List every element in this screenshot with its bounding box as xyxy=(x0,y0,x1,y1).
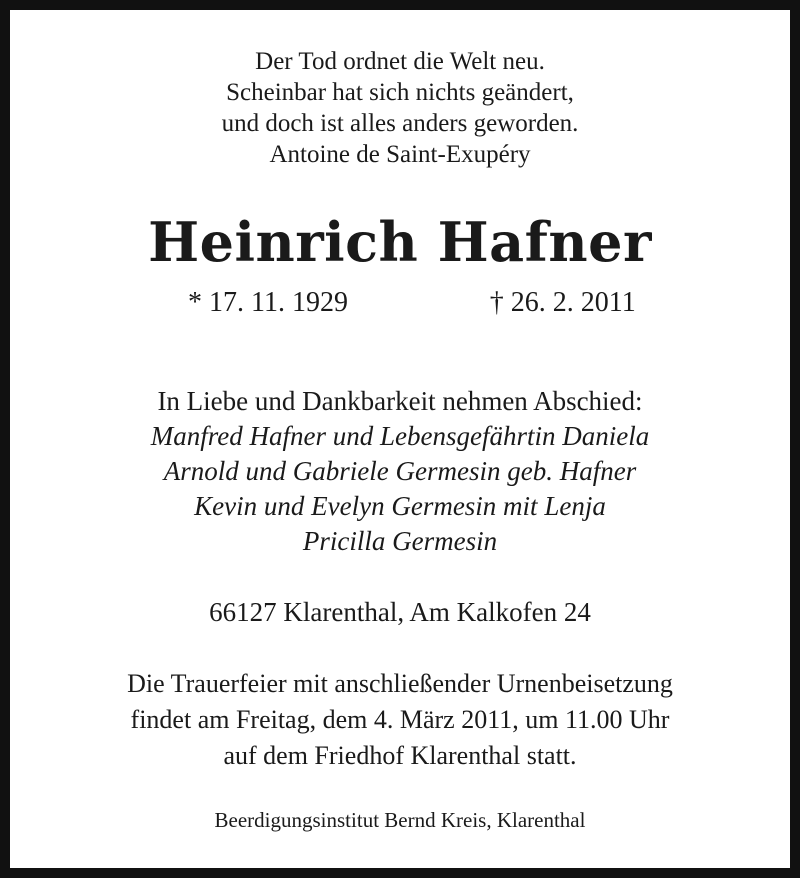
undertaker-credit: Beerdigungsinstitut Bernd Kreis, Klarenthal xyxy=(214,808,586,832)
service-line: findet am Freitag, dem 4. März 2011, um 11.00 Uhr xyxy=(130,705,670,734)
service-info xyxy=(20,666,780,774)
farewell-heading: In Liebe und Dankbarkeit nehmen Abschied: xyxy=(157,386,643,416)
mourners-list xyxy=(20,419,780,559)
quote-line: Scheinbar hat sich nichts geändert, xyxy=(226,79,574,106)
service-line: auf dem Friedhof Klarenthal statt. xyxy=(223,741,577,770)
mourner-line: Kevin und Evelyn Germesin mit Lenja xyxy=(194,491,606,521)
quote-line: Der Tod ordnet die Welt neu. xyxy=(255,48,545,75)
family-address: 66127 Klarenthal, Am Kalkofen 24 xyxy=(209,597,591,627)
life-dates xyxy=(20,286,780,320)
birth-date: * 17. 11. 1929 xyxy=(188,287,348,318)
deceased-name: Heinrich Hafner xyxy=(148,210,652,274)
mourner-line: Manfred Hafner und Lebensgefährtin Daniela xyxy=(150,421,650,451)
mourner-line: Pricilla Germesin xyxy=(302,526,498,556)
service-line: Die Trauerfeier mit anschließender Urnenbeisetzung xyxy=(127,669,673,698)
quote-line: und doch ist alles anders geworden. xyxy=(221,110,579,137)
quote-block xyxy=(20,46,780,170)
death-date: † 26. 2. 2011 xyxy=(489,287,636,318)
obituary-content xyxy=(20,20,780,834)
mourner-line: Arnold und Gabriele Germesin geb. Hafner xyxy=(163,456,637,486)
quote-author: Antoine de Saint-Exupéry xyxy=(269,141,531,168)
